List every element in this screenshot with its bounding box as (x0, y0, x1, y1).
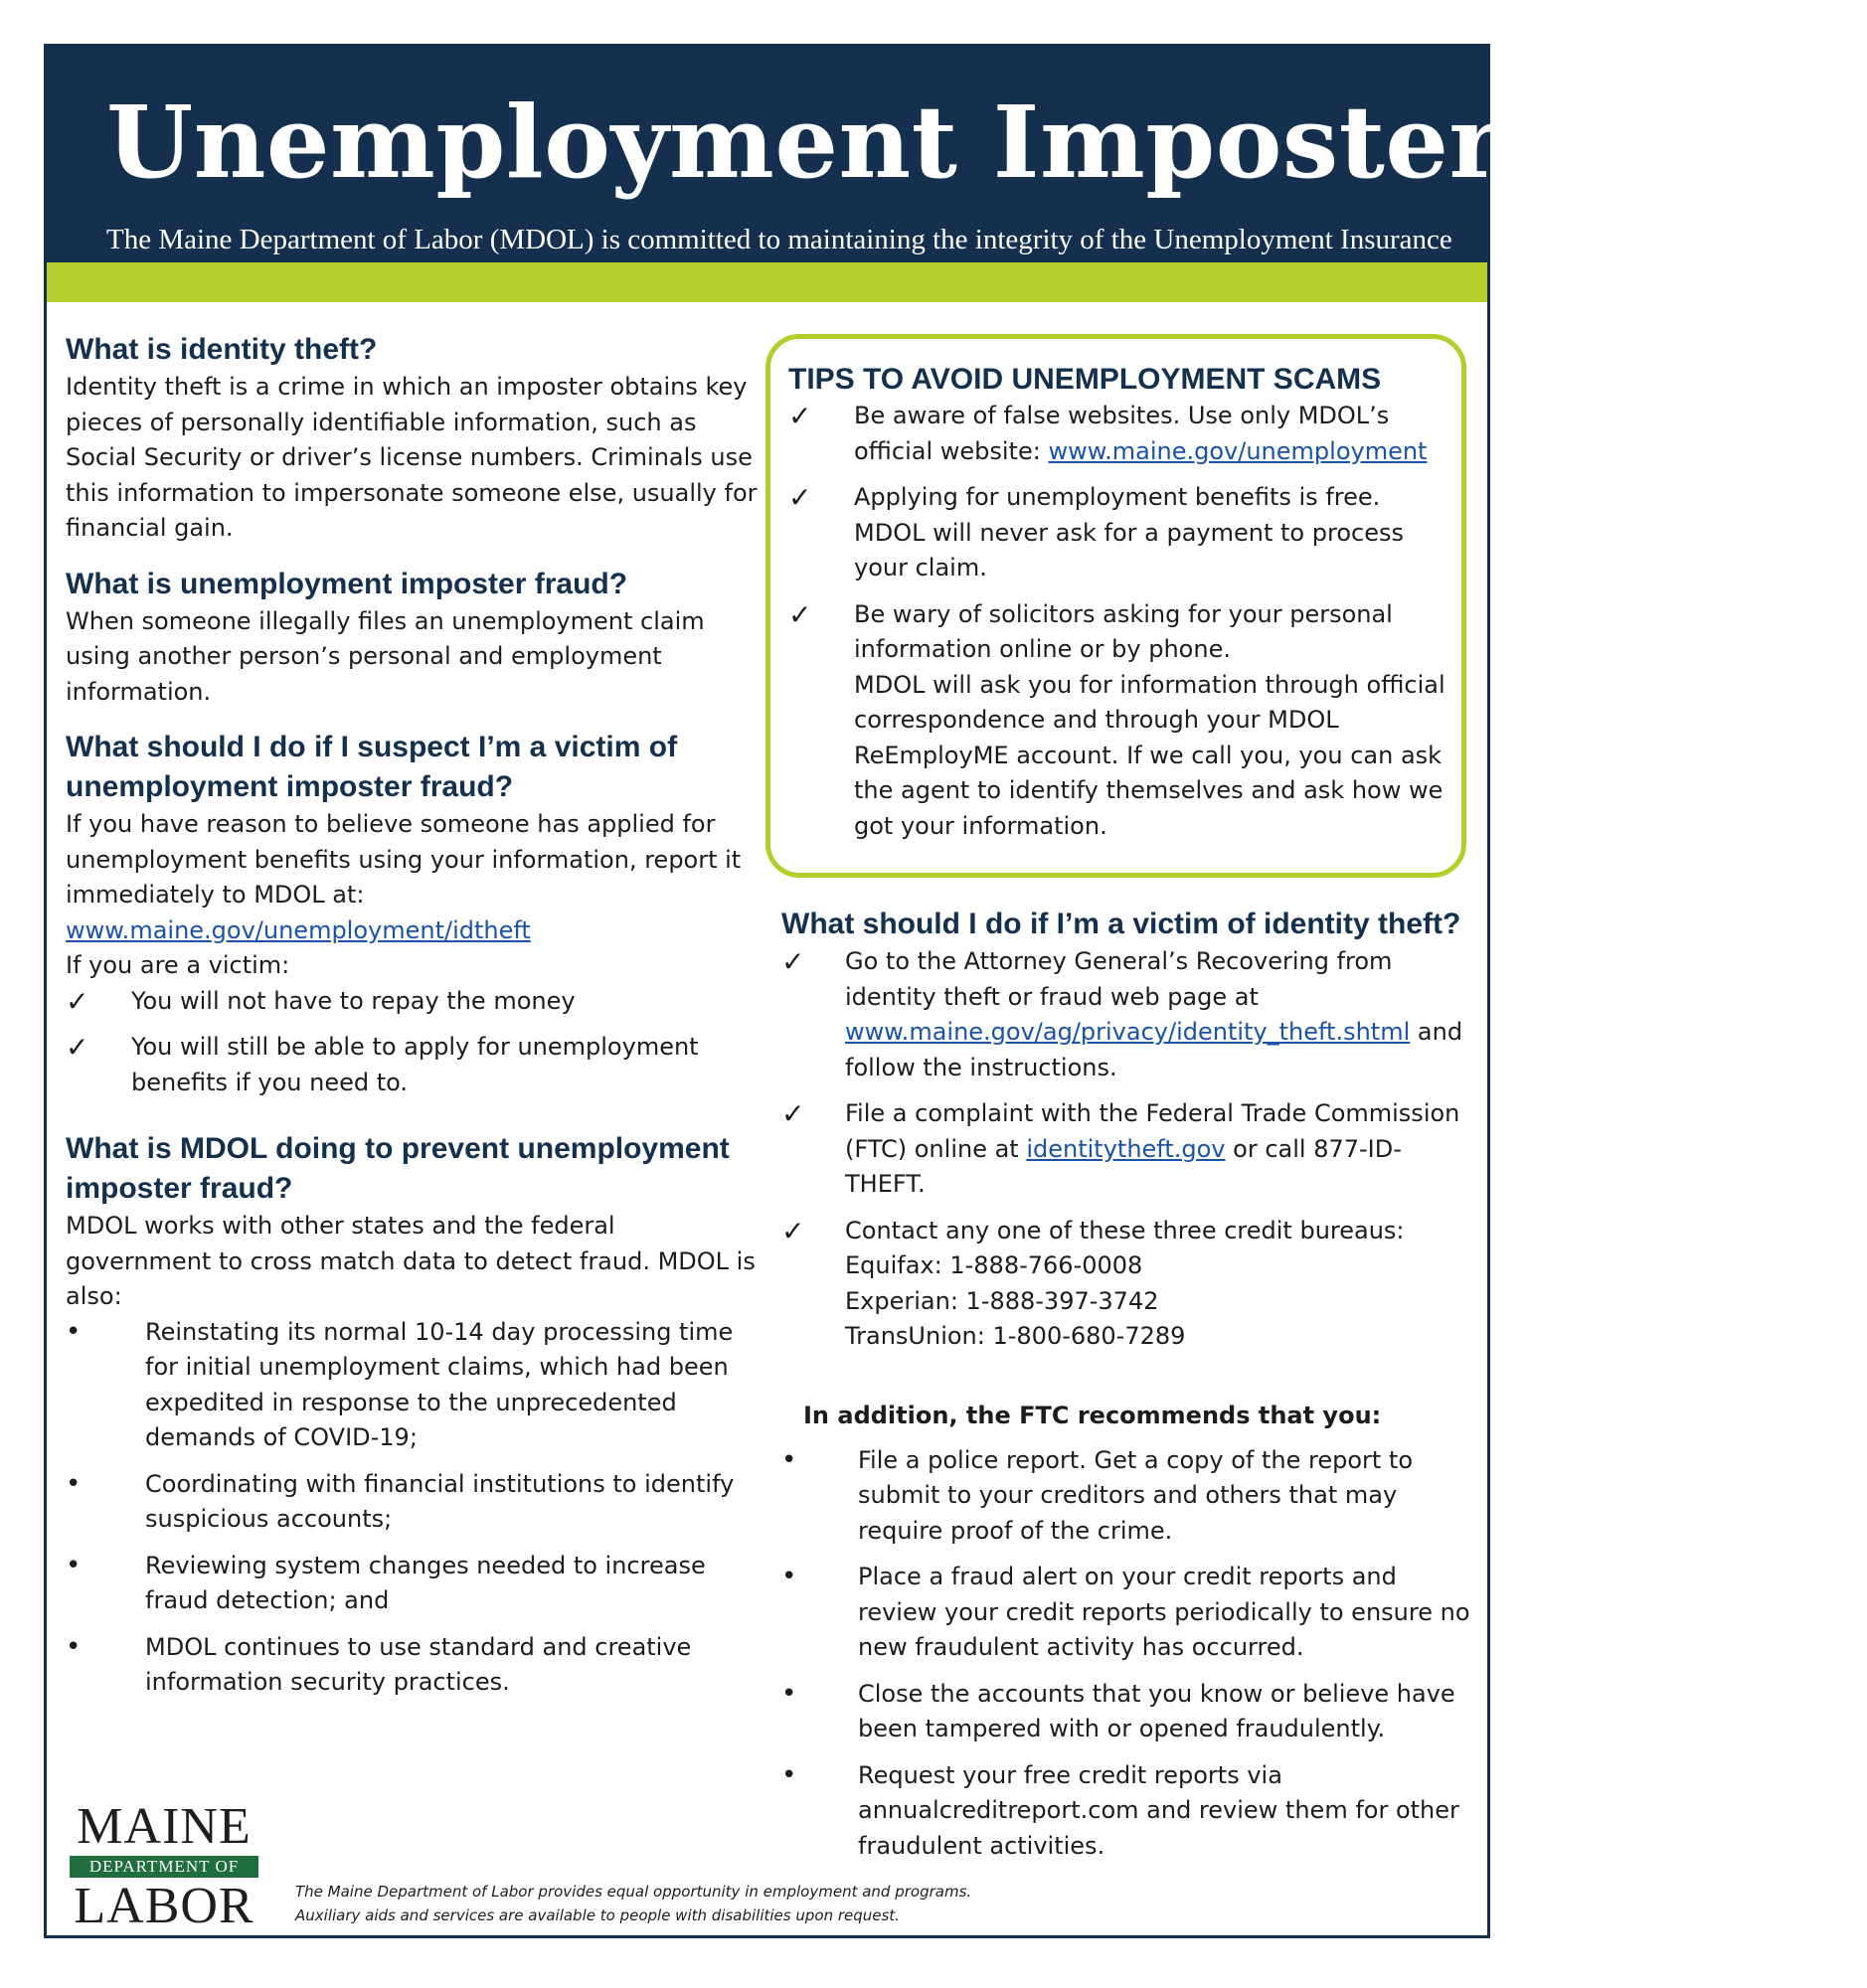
section-heading: What is MDOL doing to prevent unemployment imposter fraud? (66, 1132, 730, 1205)
bullet-icon: • (781, 1678, 797, 1709)
section-mdol-prevention (66, 1129, 762, 1701)
section-imposter-fraud (66, 565, 762, 711)
mdol-list (66, 1315, 762, 1701)
check-icon: ✓ (781, 1097, 805, 1130)
logo-department-of: DEPARTMENT OF (70, 1856, 258, 1878)
bureau-transunion: TransUnion: 1-800-680-7289 (845, 1322, 1186, 1350)
section-heading: What is identity theft? (66, 333, 378, 366)
bullet-icon: • (66, 1631, 82, 1662)
bureau-experian: Experian: 1-888-397-3742 (845, 1286, 1159, 1315)
section-identity-theft (66, 330, 762, 547)
accent-bar (47, 262, 1487, 302)
logo-maine: MAINE (77, 1798, 252, 1855)
intro-line-1: The Maine Department of Labor (MDOL) is committed to maintaining the integrity of the Unemployment Insurance (106, 224, 1452, 255)
check-icon: ✓ (66, 984, 89, 1018)
list-item: • Reviewing system changes needed to increase fraud detection; and (66, 1550, 706, 1614)
list-item: • Request your free credit reports via annualcreditreport.com and review them for other fraudulent activities. (781, 1759, 1459, 1860)
list-item: • File a police report. Get a copy of the report to submit to your creditors and others that may require proof of the crime. (781, 1444, 1414, 1545)
list-item: • Close the accounts that you know or believe have been tampered with or opened fraudulently. (781, 1678, 1455, 1742)
right-column (781, 905, 1477, 1875)
check-icon: ✓ (788, 481, 812, 514)
section-heading: What is unemployment imposter fraud? (66, 567, 628, 600)
victim-list (66, 984, 762, 1101)
list-item: • Coordinating with financial institutions to identify suspicious accounts; (66, 1468, 735, 1533)
section-heading: What should I do if I suspect I’m a victim of unemployment imposter fraud? (66, 731, 678, 803)
tips-title: TIPS TO AVOID UNEMPLOYMENT SCAMS (788, 363, 1382, 396)
identitytheft-link[interactable]: identitytheft.gov (1026, 1134, 1226, 1163)
ag-identity-link[interactable]: www.maine.gov/ag/privacy/identity_theft.shtml (845, 1018, 1411, 1046)
check-icon: ✓ (781, 1214, 805, 1247)
identity-list (781, 944, 1477, 1355)
list-item: ✓ Contact any one of these three credit bureaus: Equifax: 1-888-766-0008 Experian: 1-888-397-3742 TransUnion: 1-800-680-7289 (781, 1214, 1405, 1350)
bureau-equifax: Equifax: 1-888-766-0008 (845, 1251, 1143, 1279)
list-item: ✓ Applying for unemployment benefits is free. MDOL will never ask for a payment to process your claim. (788, 481, 1404, 581)
list-item: ✓ You will still be able to apply for unemployment benefits if you need to. (66, 1031, 699, 1096)
section-suspect-victim (66, 728, 762, 1100)
footer-notice (295, 1880, 1190, 1927)
ftc-heading: In addition, the FTC recommends that you: (803, 1401, 1382, 1429)
section-ftc (781, 1398, 1477, 1865)
idtheft-link[interactable]: www.maine.gov/unemployment/idtheft (66, 915, 531, 944)
bullet-icon: • (781, 1444, 797, 1475)
ftc-list (781, 1443, 1477, 1865)
list-item: • Place a fraud alert on your credit reports and review your credit reports periodically to ensure no new fraudulent activity has occurred. (781, 1562, 1470, 1661)
section-body: If you have reason to believe someone has applied for unemployment benefits using your information, report it immediately to MDOL at: (66, 810, 742, 909)
tips-list (788, 399, 1447, 844)
bullet-icon: • (66, 1550, 82, 1580)
header-banner (47, 47, 1867, 262)
list-item: • MDOL continues to use standard and creative information security practices. (66, 1631, 692, 1696)
page-title: Unemployment Imposter Fraud (106, 83, 1867, 201)
bullet-icon: • (781, 1759, 797, 1790)
list-item: • Reinstating its normal 10-14 day processing time for initial unemployment claims, which had been expedited in response to the unprecedented demands of COVID-19; (66, 1316, 734, 1451)
bullet-icon: • (781, 1562, 797, 1591)
list-item: ✓ Go to the Attorney General’s Recovering from identity theft or fraud web page at www.maine.gov/ag/privacy/identity_theft.shtml and follow the instructions. (781, 945, 1463, 1081)
bullet-icon: • (66, 1468, 82, 1499)
check-icon: ✓ (66, 1031, 89, 1064)
section-body: MDOL works with other states and the federal government to cross match data to detect fraud. MDOL is also: (66, 1212, 756, 1310)
left-column (66, 330, 762, 1712)
list-item: ✓ You will not have to repay the money (66, 984, 576, 1018)
logo-labor: LABOR (74, 1878, 255, 1934)
section-body: Identity theft is a crime in which an imposter obtains key pieces of personally identifiable information, such as Social Security or driver’s license numbers. Criminals use this information to impersonate someone else, usually for financial gain. (66, 373, 758, 542)
list-item: ✓ Be wary of solicitors asking for your personal information online or by phone. MDOL will ask you for information through official correspondence and through your MDOL ReEmployME account. If we call you, you can ask the agent to identify themselves and ask how we got your information. (788, 597, 1445, 840)
section-heading: What should I do if I’m a victim of identity theft? (781, 908, 1461, 940)
footer-line-2: Auxiliary aids and services are available to people with disabilities upon request. (295, 1906, 900, 1924)
list-item: ✓ File a complaint with the Federal Trade Commission (FTC) online at identitytheft.gov or call 877-ID-THEFT. (781, 1097, 1460, 1198)
section-body: When someone illegally files an unemployment claim using another person’s personal and employment information. (66, 606, 705, 706)
mdol-logo (70, 1798, 258, 1934)
check-icon: ✓ (788, 597, 812, 631)
victim-intro: If you are a victim: (66, 951, 290, 979)
unemployment-link[interactable]: www.maine.gov/unemployment (1048, 436, 1428, 465)
section-identity-victim (781, 905, 1477, 1355)
list-item: ✓ Be aware of false websites. Use only MDOL’s official website: www.maine.gov/unemployment (788, 400, 1428, 465)
footer-line-1: The Maine Department of Labor provides equal opportunity in employment and programs. (295, 1883, 972, 1901)
tips-box (765, 334, 1466, 878)
check-icon: ✓ (781, 945, 805, 978)
bullet-icon: • (66, 1316, 82, 1347)
check-icon: ✓ (788, 400, 812, 432)
